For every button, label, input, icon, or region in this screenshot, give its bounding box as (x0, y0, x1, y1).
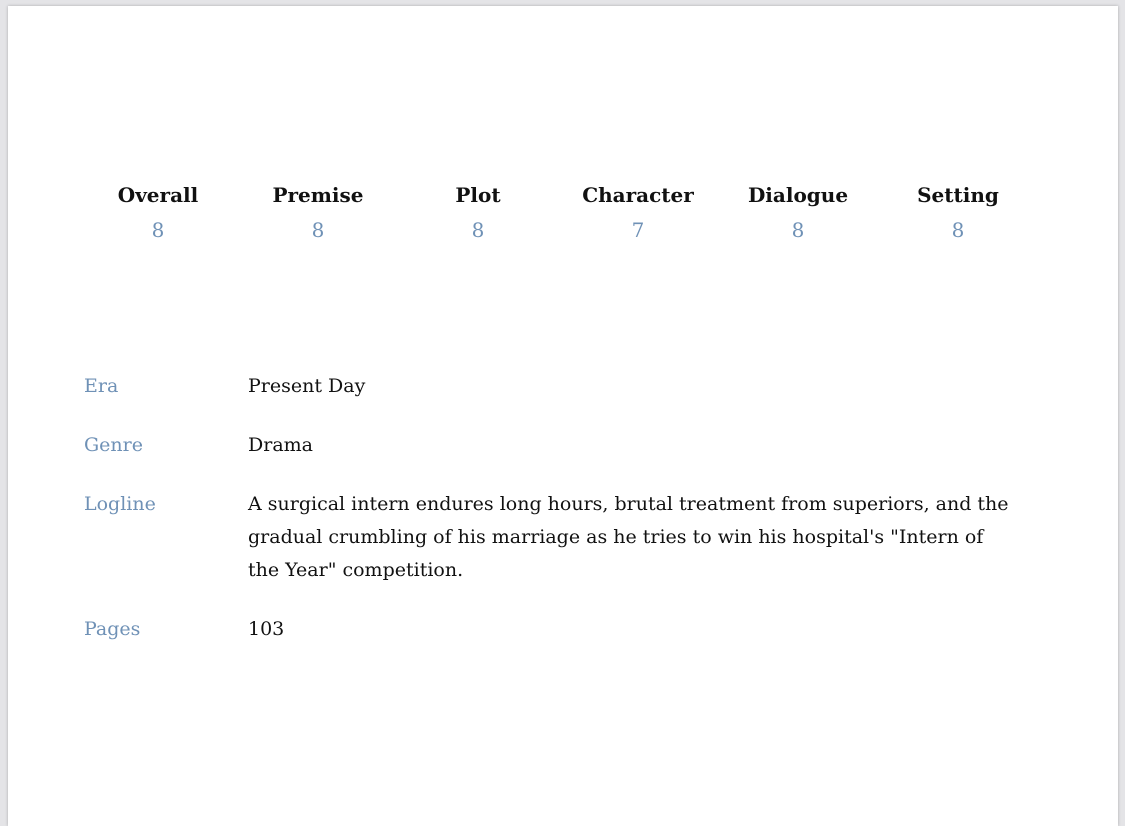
score-label: Overall (117, 183, 199, 207)
score-value: 8 (151, 218, 165, 242)
detail-key: Pages (84, 618, 141, 640)
detail-value: 103 (248, 618, 285, 640)
score-summary (78, 182, 1038, 242)
detail-value: A surgical intern endures long hours, brutal treatment from superiors, and the gradual crumbling of his marriage as he tries to win his hospital's "Intern of the Year" competition. (248, 493, 1009, 581)
score-value: 8 (951, 218, 965, 242)
score-plot (398, 182, 558, 242)
score-label: Premise (272, 183, 364, 207)
score-label: Setting (917, 183, 999, 207)
score-value: 8 (311, 218, 325, 242)
score-label: Dialogue (747, 183, 849, 207)
detail-row-pages (84, 613, 1044, 646)
detail-row-era (84, 370, 1044, 403)
score-value: 8 (471, 218, 485, 242)
score-character (558, 182, 718, 242)
detail-row-genre (84, 429, 1044, 462)
detail-key: Logline (84, 493, 156, 515)
detail-key: Genre (84, 434, 143, 456)
score-label: Plot (455, 183, 501, 207)
document-page (8, 6, 1118, 826)
score-premise (238, 182, 398, 242)
score-value: 8 (791, 218, 805, 242)
detail-value: Present Day (248, 375, 366, 397)
detail-value: Drama (248, 434, 313, 456)
score-setting (878, 182, 1038, 242)
score-label: Character (582, 183, 694, 207)
score-overall (78, 182, 238, 242)
detail-key: Era (84, 375, 119, 397)
score-value: 7 (631, 218, 645, 242)
score-dialogue (718, 182, 878, 242)
details-table (84, 370, 1044, 672)
detail-row-logline (84, 488, 1044, 587)
